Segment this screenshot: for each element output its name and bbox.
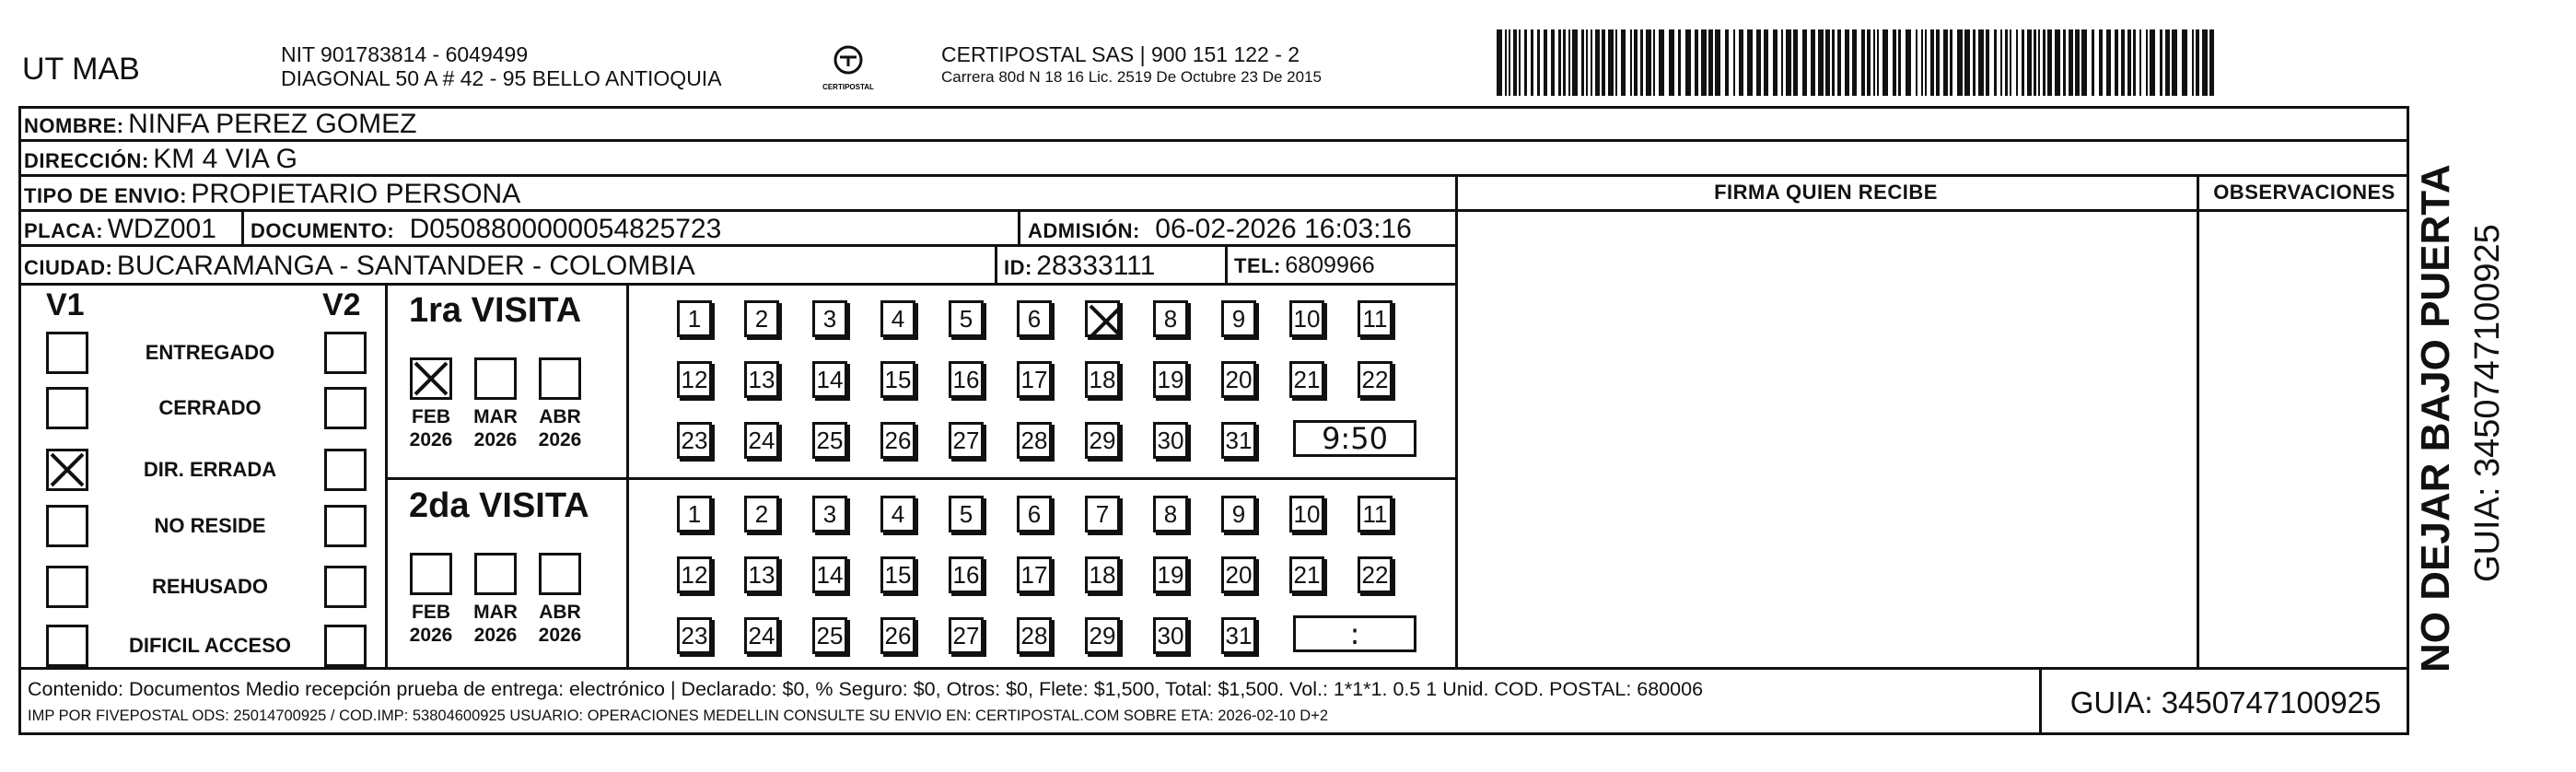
day-box[interactable]: 16 xyxy=(949,556,984,593)
day-box[interactable]: 12 xyxy=(677,556,712,593)
day-box[interactable]: 17 xyxy=(1017,361,1052,398)
visit-title: 1ra VISITA xyxy=(409,291,582,330)
day-box[interactable]: 11 xyxy=(1358,300,1393,337)
firma-header: FIRMA QUIEN RECIBE xyxy=(1714,181,1938,204)
day-box[interactable]: 2 xyxy=(744,300,779,337)
v1-checkbox[interactable] xyxy=(46,566,88,608)
v1-checkbox[interactable] xyxy=(46,625,88,667)
documento-cell xyxy=(251,214,721,245)
day-box[interactable]: 25 xyxy=(812,617,847,654)
v2-checkbox[interactable] xyxy=(324,505,367,547)
day-box[interactable]: 26 xyxy=(880,422,915,459)
ciudad-cell xyxy=(24,251,695,282)
direccion-row xyxy=(24,144,297,175)
month-checkbox[interactable] xyxy=(474,357,517,400)
month-checkbox[interactable] xyxy=(539,553,581,595)
v1-label: V1 xyxy=(46,287,85,322)
month-checkbox[interactable] xyxy=(410,553,452,595)
month-label xyxy=(403,405,459,451)
tel-value: 6809966 xyxy=(1285,252,1375,278)
month-name: ABR xyxy=(539,602,581,623)
month-year: 2026 xyxy=(473,625,518,646)
id-cell xyxy=(1004,251,1155,282)
guia-box: GUIA: 3450747100925 xyxy=(2069,685,2382,719)
day-box[interactable]: 1 xyxy=(677,496,712,532)
imp-text: IMP POR FIVEPOSTAL ODS: 25014700925 / COD.IMP: 53804600925 USUARIO: OPERACIONES MEDELLIN CONSULTE SU ENVIO EN: CERTIPOSTAL.COM SOBRE ETA: 2026-02-10 D+2 xyxy=(28,708,1329,724)
day-box[interactable]: 22 xyxy=(1358,556,1393,593)
day-box[interactable]: 13 xyxy=(744,556,779,593)
day-box[interactable]: 30 xyxy=(1153,422,1188,459)
day-box[interactable]: 28 xyxy=(1017,422,1052,459)
id-value: 28333111 xyxy=(1036,251,1156,281)
day-box[interactable]: 10 xyxy=(1289,300,1324,337)
day-box[interactable]: 9 xyxy=(1221,300,1256,337)
status-label: DIFICIL ACCESO xyxy=(128,634,291,657)
day-box[interactable]: 17 xyxy=(1017,556,1052,593)
day-box[interactable]: 27 xyxy=(949,617,984,654)
day-box[interactable]: 31 xyxy=(1221,617,1256,654)
day-box[interactable]: 14 xyxy=(812,361,847,398)
v1-checkbox[interactable] xyxy=(46,449,88,491)
v1-checkbox[interactable] xyxy=(46,505,88,547)
day-box[interactable]: 7 xyxy=(1085,496,1120,532)
v2-checkbox[interactable] xyxy=(324,625,367,667)
day-box[interactable]: 16 xyxy=(949,361,984,398)
month-checkbox[interactable] xyxy=(539,357,581,400)
status-label: CERRADO xyxy=(158,396,262,419)
day-box[interactable]: 2 xyxy=(744,496,779,532)
day-box[interactable]: 6 xyxy=(1017,300,1052,337)
day-box[interactable]: 21 xyxy=(1289,556,1324,593)
day-box[interactable]: 4 xyxy=(880,496,915,532)
ciudad-label: CIUDAD: xyxy=(24,256,113,279)
day-box[interactable]: 18 xyxy=(1085,361,1120,398)
day-box[interactable]: 24 xyxy=(744,617,779,654)
day-box[interactable]: 8 xyxy=(1153,496,1188,532)
day-box[interactable]: 5 xyxy=(949,496,984,532)
address-text: DIAGONAL 50 A # 42 - 95 BELLO ANTIOQUIA xyxy=(281,66,722,90)
month-year: 2026 xyxy=(409,429,453,450)
contenido-text: Contenido: Documentos Medio recepción prueba de entrega: electrónico | Declarado: $0, % Seguro: $0, Otros: $0, Flete: $1,500, Total: $1,500. Vol.: 1*1*1. 0.5 1 Unid. COD. POSTAL: 680006 xyxy=(28,678,1704,700)
month-checkbox[interactable] xyxy=(410,357,452,400)
day-box[interactable]: 15 xyxy=(880,361,915,398)
day-box[interactable]: 28 xyxy=(1017,617,1052,654)
day-box[interactable]: 18 xyxy=(1085,556,1120,593)
tipo-value: PROPIETARIO PERSONA xyxy=(191,179,521,209)
day-box[interactable]: 5 xyxy=(949,300,984,337)
admision-value: 06-02-2026 16:03:16 xyxy=(1155,214,1412,244)
month-label xyxy=(403,601,459,647)
day-box[interactable]: 20 xyxy=(1221,361,1256,398)
month-name: ABR xyxy=(539,406,581,427)
day-box[interactable]: 9 xyxy=(1221,496,1256,532)
day-box[interactable]: 27 xyxy=(949,422,984,459)
month-year: 2026 xyxy=(409,625,453,646)
day-box[interactable]: 30 xyxy=(1153,617,1188,654)
observaciones-header: OBSERVACIONES xyxy=(2213,181,2395,204)
day-box[interactable]: 20 xyxy=(1221,556,1256,593)
day-box[interactable]: 26 xyxy=(880,617,915,654)
v2-checkbox[interactable] xyxy=(324,332,367,374)
day-box[interactable]: 10 xyxy=(1289,496,1324,532)
status-label: ENTREGADO xyxy=(145,341,275,364)
day-box[interactable]: 29 xyxy=(1085,422,1120,459)
day-box[interactable] xyxy=(1085,300,1120,337)
day-box[interactable]: 25 xyxy=(812,422,847,459)
day-box[interactable]: 3 xyxy=(812,300,847,337)
month-label xyxy=(532,601,588,647)
company-name: UT MAB xyxy=(22,52,140,87)
tipo-label: TIPO DE ENVIO: xyxy=(24,184,187,207)
month-name: MAR xyxy=(473,602,518,623)
visit-title: 2da VISITA xyxy=(409,486,589,525)
day-box[interactable]: 21 xyxy=(1289,361,1324,398)
nombre-label: NOMBRE: xyxy=(24,114,124,137)
status-label: REHUSADO xyxy=(152,575,268,598)
month-checkbox[interactable] xyxy=(474,553,517,595)
day-box[interactable]: 8 xyxy=(1153,300,1188,337)
barcode xyxy=(1497,29,2224,96)
day-box[interactable]: 24 xyxy=(744,422,779,459)
admision-cell xyxy=(1028,214,1412,245)
month-label xyxy=(468,405,523,451)
v2-checkbox[interactable] xyxy=(324,566,367,608)
documento-value: D0508800000054825723 xyxy=(409,214,722,244)
nit-text: NIT 901783814 - 6049499 xyxy=(281,42,529,66)
tel-cell xyxy=(1234,252,1375,279)
month-year: 2026 xyxy=(473,429,518,450)
month-label xyxy=(532,405,588,451)
nombre-value: NINFA PEREZ GOMEZ xyxy=(128,109,417,139)
day-box[interactable]: 12 xyxy=(677,361,712,398)
v1-checkbox[interactable] xyxy=(46,332,88,374)
month-name: MAR xyxy=(473,406,518,427)
direccion-label: DIRECCIÓN: xyxy=(24,149,149,172)
day-box[interactable]: 19 xyxy=(1153,361,1188,398)
day-box[interactable]: 31 xyxy=(1221,422,1256,459)
day-box[interactable]: 14 xyxy=(812,556,847,593)
day-box[interactable]: 3 xyxy=(812,496,847,532)
status-label: NO RESIDE xyxy=(154,514,266,537)
carrier-name: CERTIPOSTAL SAS | 900 151 122 - 2 xyxy=(941,42,1300,66)
no-dejar-text: NO DEJAR BAJO PUERTA xyxy=(2413,164,2458,673)
admision-label: ADMISIÓN: xyxy=(1028,219,1140,242)
placa-value: WDZ001 xyxy=(107,214,216,244)
day-box[interactable]: 13 xyxy=(744,361,779,398)
tipo-row xyxy=(24,179,520,210)
v2-checkbox[interactable] xyxy=(324,387,367,429)
direccion-value: KM 4 VIA G xyxy=(153,144,297,174)
day-box[interactable]: 29 xyxy=(1085,617,1120,654)
v2-label: V2 xyxy=(322,287,361,322)
tel-label: TEL: xyxy=(1234,254,1281,277)
day-box[interactable]: 1 xyxy=(677,300,712,337)
month-year: 2026 xyxy=(538,625,582,646)
id-label: ID: xyxy=(1004,256,1032,279)
documento-label: DOCUMENTO: xyxy=(251,219,395,242)
carrier-address: Carrera 80d N 18 16 Lic. 2519 De Octubre 23 De 2015 xyxy=(941,68,1322,86)
day-box[interactable]: 15 xyxy=(880,556,915,593)
status-label: DIR. ERRADA xyxy=(143,458,277,481)
visit-time[interactable]: : xyxy=(1293,615,1416,652)
placa-label: PLACA: xyxy=(24,219,104,242)
visit-time[interactable]: 9:50 xyxy=(1293,420,1416,457)
v2-checkbox[interactable] xyxy=(324,449,367,491)
day-box[interactable]: 22 xyxy=(1358,361,1393,398)
placa-cell xyxy=(24,214,216,245)
day-box[interactable]: 23 xyxy=(677,422,712,459)
month-year: 2026 xyxy=(538,429,582,450)
month-name: FEB xyxy=(412,406,450,427)
ciudad-value: BUCARAMANGA - SANTANDER - COLOMBIA xyxy=(116,251,695,281)
day-box[interactable]: 23 xyxy=(677,617,712,654)
side-guia-text: GUIA: 3450747100925 xyxy=(2468,224,2507,582)
day-box[interactable]: 4 xyxy=(880,300,915,337)
v1-checkbox[interactable] xyxy=(46,387,88,429)
day-box[interactable]: 11 xyxy=(1358,496,1393,532)
month-name: FEB xyxy=(412,602,450,623)
logo-text: CERTIPOSTAL xyxy=(822,83,874,91)
month-label xyxy=(468,601,523,647)
day-box[interactable]: 19 xyxy=(1153,556,1188,593)
certipostal-logo xyxy=(820,41,877,97)
nombre-row xyxy=(24,109,416,140)
day-box[interactable]: 6 xyxy=(1017,496,1052,532)
